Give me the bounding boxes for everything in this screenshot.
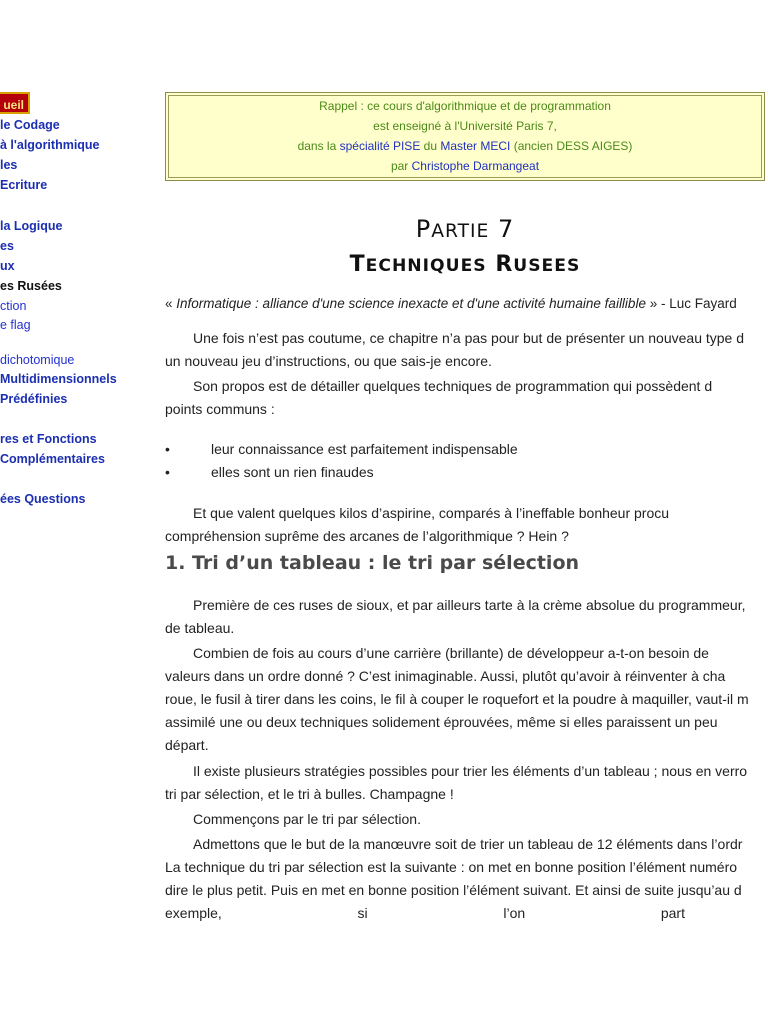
epigraph-quote: « Informatique : alliance d'une science inexacte et d'une activité humaine faillible » - Luc Fayard: [165, 296, 737, 311]
sidebar-item-8[interactable]: ction: [0, 299, 27, 313]
start-paragraph: Commençons par le tri par sélection.: [193, 811, 421, 827]
page-title: TECHNIQUES RUSEES: [349, 252, 581, 277]
sidebar-item-10[interactable]: dichotomique: [0, 353, 75, 367]
aspirin-paragraph: Et que valent quelques kilos d’aspirine, comparés à l’ineffable bonheur procu compréhension suprême des arcanes de l’algorithmique ? Hein ?: [165, 505, 670, 544]
sidebar-item-1[interactable]: à l'algorithmique: [0, 138, 100, 152]
purpose-paragraph: Son propos est de détailler quelques techniques de programmation qui possèdent d points communs :: [165, 378, 713, 417]
home-button[interactable]: ueil: [0, 92, 30, 114]
sidebar-item-0[interactable]: le Codage: [0, 118, 60, 132]
justified-line: exemple, si l’on part: [165, 905, 685, 921]
section-heading: 1. Tri d’un tableau : le tri par sélection: [165, 552, 580, 574]
notice-line-4: par Christophe Darmangeat: [390, 159, 540, 173]
sidebar-item-14[interactable]: Complémentaires: [0, 452, 105, 466]
sidebar-item-12[interactable]: Prédéfinies: [0, 392, 68, 406]
sidebar-item-11[interactable]: Multidimensionnels: [0, 372, 117, 386]
sidebar-item-13[interactable]: res et Fonctions: [0, 432, 97, 446]
course-notice-box: [165, 92, 765, 181]
selection-sort-intro-paragraph: Première de ces ruses de sioux, et par ailleurs tarte à la crème absolue du programmeur, de tableau.: [165, 597, 746, 636]
sidebar-item-6[interactable]: ux: [0, 259, 15, 273]
notice-line-2: est enseigné à l'Université Paris 7,: [373, 119, 557, 133]
author-link[interactable]: Christophe Darmangeat: [411, 159, 540, 173]
career-paragraph: Combien de fois au cours d’une carrière (brillante) de développeur a-t-on besoin de valeurs dans un ordre donné ? C’est inimaginable. Aussi, plutôt qu’avoir à réinventer à cha roue, le fusil à tirer dans les coins, le fil à couper le roquefort et la poudre à maquiller, vaut-il m assimilé une ou deux techniques solidement éprouvées, même si elles paraissent un peu départ.: [165, 645, 749, 753]
sidebar-item-5[interactable]: es: [0, 239, 14, 253]
sidebar-item-7: es Rusées: [0, 279, 62, 293]
notice-line-1: Rappel : ce cours d'algorithmique et de programmation: [319, 99, 611, 113]
sidebar-item-4[interactable]: la Logique: [0, 219, 63, 233]
pise-link[interactable]: spécialité PISE: [339, 139, 421, 153]
sidebar-item-15[interactable]: ées Questions: [0, 492, 86, 506]
notice-line-3: dans la spécialité PISE du Master MECI (ancien DESS AIGES): [297, 139, 633, 153]
bullet-list: [165, 438, 518, 484]
list-item: • elles sont un rien finaudes: [165, 461, 518, 484]
sidebar-nav: [0, 90, 150, 530]
master-meci-link[interactable]: Master MECI: [440, 139, 511, 153]
list-item: • leur connaissance est parfaitement indispensable: [165, 438, 518, 461]
part-heading: PARTIE 7: [415, 215, 515, 243]
intro-paragraph: Une fois n’est pas coutume, ce chapitre n’a pas pour but de présenter un nouveau type d un nouveau jeu d’instructions, ou que sais-je encore.: [165, 330, 745, 369]
sidebar-item-2[interactable]: les: [0, 158, 18, 172]
strategies-paragraph: Il existe plusieurs stratégies possibles pour trier les éléments d’un tableau ; nous en verro tri par sélection, et le tri à bulles. Champagne !: [165, 763, 748, 802]
sidebar-item-3[interactable]: Ecriture: [0, 178, 48, 192]
technique-paragraph: Admettons que le but de la manœuvre soit de trier un tableau de 12 éléments dans l’ordr La technique du tri par sélection est la suivante : on met en bonne position l’élément numéro dire le plus petit. Puis en met en bonne position l’élément suivant. Et ainsi de suite jusqu’au d exemple, si l’on part: [165, 833, 768, 925]
sidebar-item-9[interactable]: e flag: [0, 318, 31, 332]
